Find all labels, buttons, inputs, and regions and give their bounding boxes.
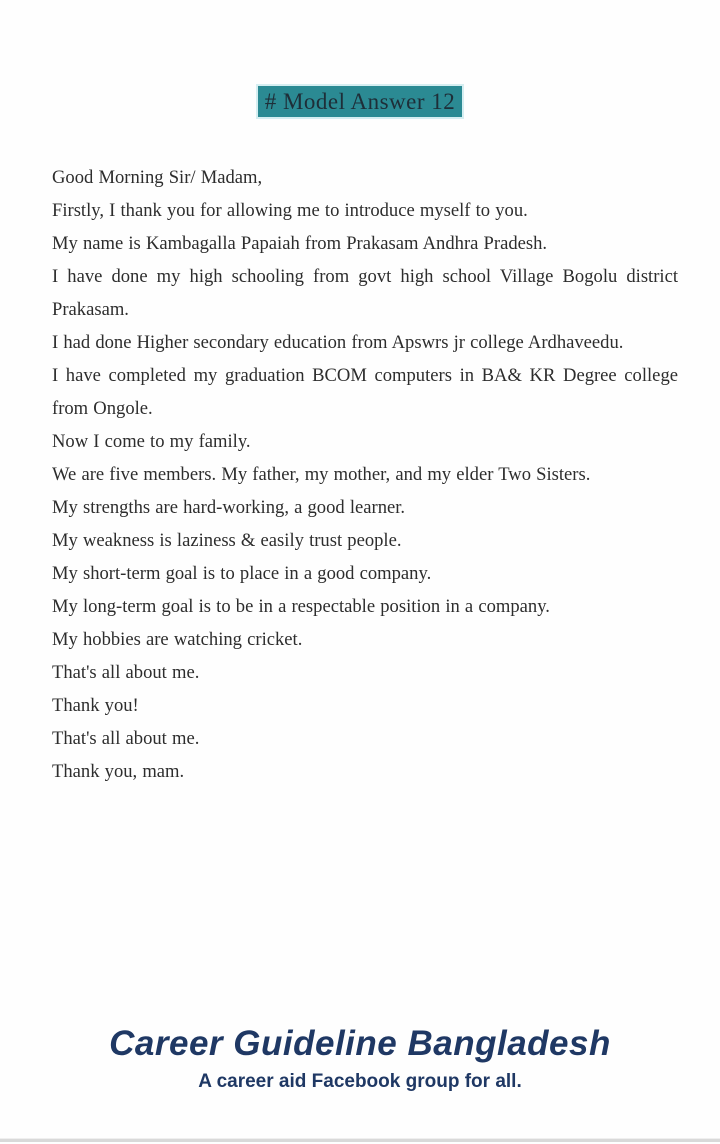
letter-paragraph: Firstly, I thank you for allowing me to introduce myself to you. xyxy=(52,200,528,221)
letter-paragraph: My short-term goal is to place in a good company. xyxy=(52,563,432,584)
letter-paragraph: I have completed my graduation BCOM computers in BA& KR Degree college from Ongole. xyxy=(52,365,678,419)
brand-tagline: A career aid Facebook group for all. xyxy=(198,1071,522,1092)
letter-paragraph: Thank you, mam. xyxy=(52,761,185,782)
letter-paragraph: I have done my high schooling from govt high school Village Bogolu district Prakasam. xyxy=(52,266,678,320)
letter-paragraph: Good Morning Sir/ Madam, xyxy=(52,167,263,188)
letter-paragraph: Now I come to my family. xyxy=(52,431,251,452)
letter-paragraph: My strengths are hard-working, a good learner. xyxy=(52,497,406,518)
letter-paragraph: My hobbies are watching cricket. xyxy=(52,629,303,650)
letter-paragraph: Thank you! xyxy=(52,695,139,716)
letter-paragraph: I had done Higher secondary education from Apswrs jr college Ardhaveedu. xyxy=(52,332,624,353)
footer xyxy=(0,1024,720,1093)
letter-paragraph: We are five members. My father, my mother, and my elder Two Sisters. xyxy=(52,464,591,485)
letter-paragraph: That's all about me. xyxy=(52,728,200,749)
letter-paragraph: My name is Kambagalla Papaiah from Prakasam Andhra Pradesh. xyxy=(52,233,548,254)
letter-paragraph: My long-term goal is to be in a respectable position in a company. xyxy=(52,596,550,617)
letter-paragraph: My weakness is laziness & easily trust people. xyxy=(52,530,402,551)
letter-body xyxy=(0,161,720,788)
brand-name: Career Guideline Bangladesh xyxy=(109,1024,611,1063)
page-bottom-edge xyxy=(0,1138,720,1142)
page-title: # Model Answer 12 xyxy=(258,86,463,117)
letter-paragraph: That's all about me. xyxy=(52,662,200,683)
title-row xyxy=(0,0,720,117)
